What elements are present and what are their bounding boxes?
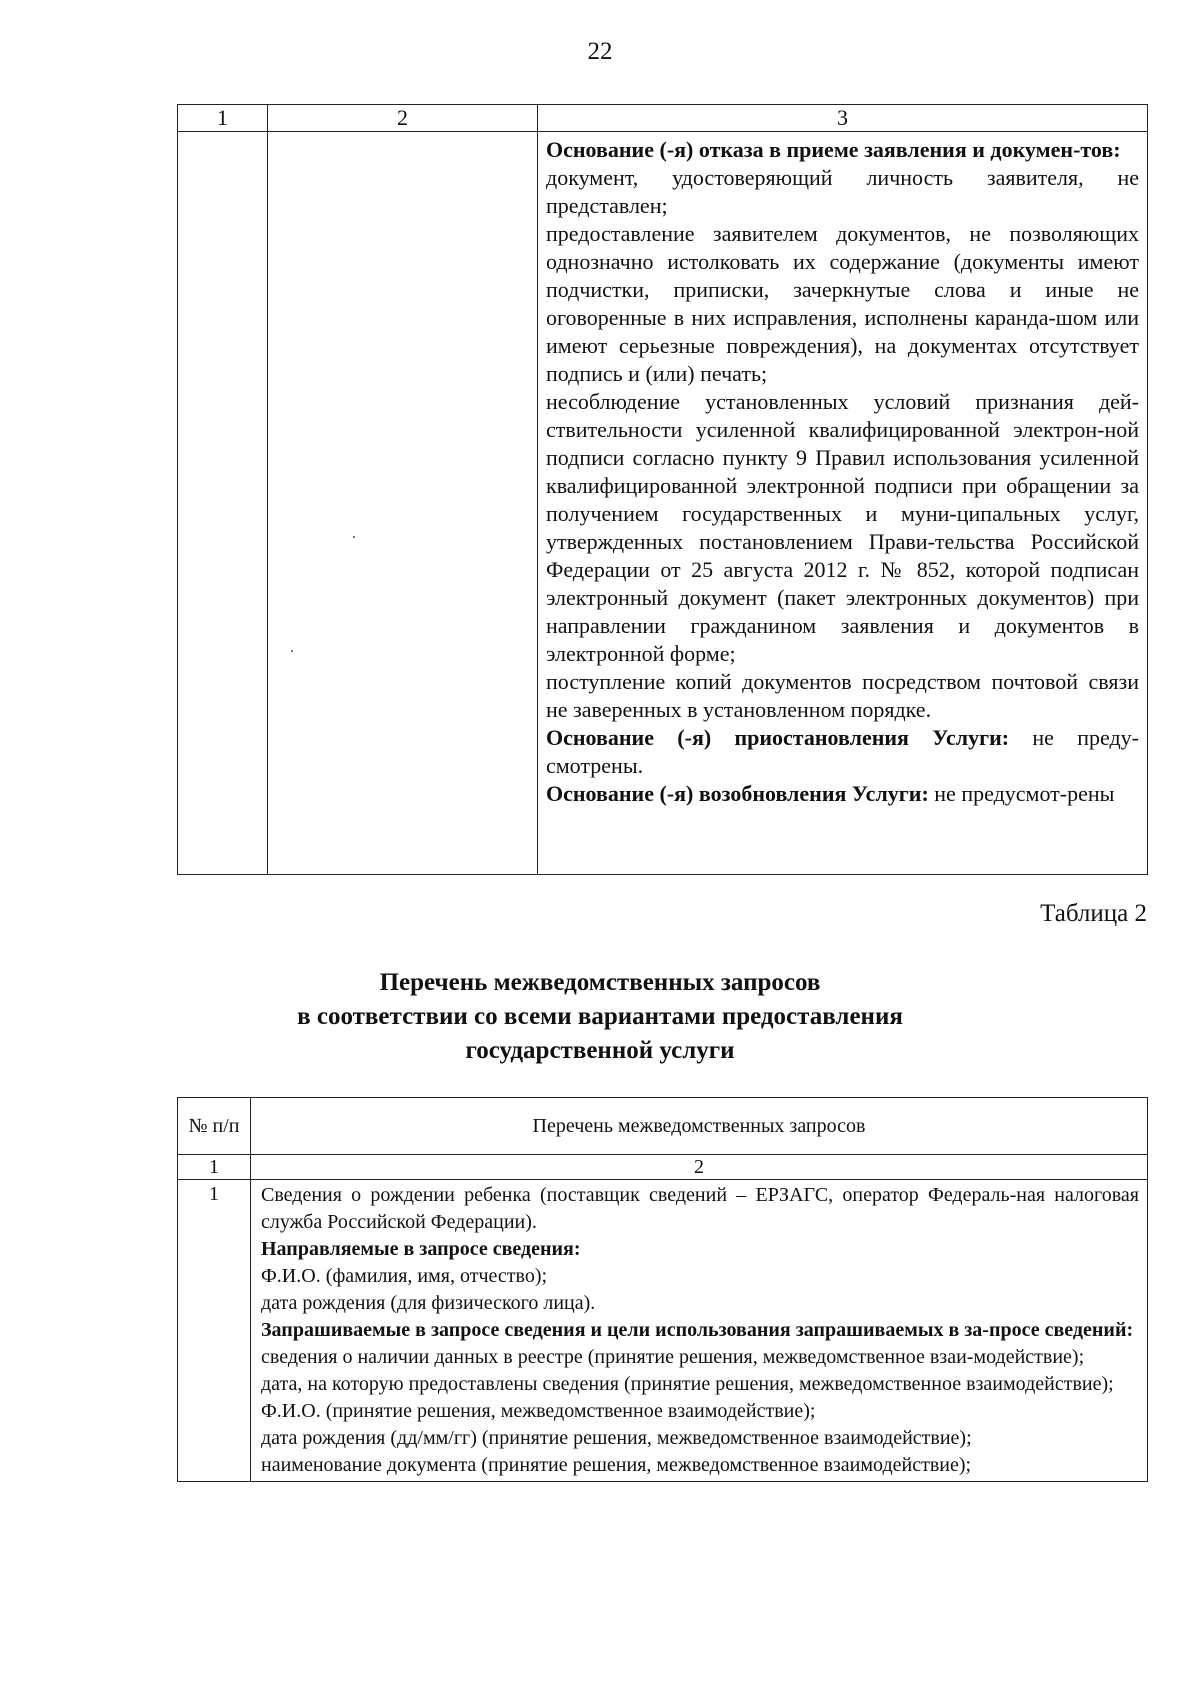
paragraph bbox=[261, 1344, 1139, 1371]
paragraph-text: несоблюдение установленных условий признания дей-ствительности усиленной квалифицированной электрон-ной подписи согласно пункту 9 Правил использования усиленной квалифицированной электронной подписи при обращении за получением государственных и муни-ципальных услуг, утвержденных постановлением Прави-тельства Российской Федерации от 25 августа 2012 г. № 852, которой подписан электронный документ (пакет электронных документов) при направлении гражданином заявления и документов в электронной форме; bbox=[546, 389, 1139, 666]
page-number: 22 bbox=[587, 38, 613, 65]
header-row bbox=[178, 1098, 1148, 1155]
column-number: 2 bbox=[251, 1155, 1148, 1180]
scan-speck bbox=[353, 536, 355, 538]
empty-cell bbox=[178, 132, 268, 875]
bold-heading: Направляемые в запросе сведения: bbox=[261, 1238, 581, 1260]
paragraph-text: не преду-смотрены. bbox=[546, 725, 1139, 778]
column-header-number: № п/п bbox=[178, 1098, 251, 1155]
paragraph bbox=[261, 1371, 1139, 1398]
paragraph bbox=[261, 1452, 1139, 1479]
paragraph-text: Ф.И.О. (фамилия, имя, отчество); bbox=[261, 1265, 548, 1287]
paragraph-text: сведения о наличии данных в реестре (принятие решения, межведомственное взаи-модействие); bbox=[261, 1346, 1085, 1368]
title-line: в соответствии со всеми вариантами предоставления bbox=[297, 1003, 903, 1030]
paragraph bbox=[261, 1290, 1139, 1317]
bold-heading: Основание (-я) возобновления Услуги: bbox=[546, 781, 929, 806]
column-number-row bbox=[178, 1155, 1148, 1180]
paragraph-text: не предусмот-рены bbox=[928, 781, 1115, 806]
title-line: государственной услуги bbox=[465, 1037, 735, 1064]
paragraph-text: наименование документа (принятие решения, межведомственное взаимодействие); bbox=[261, 1454, 972, 1476]
paragraph-text: Ф.И.О. (принятие решения, межведомственное взаимодействие); bbox=[261, 1400, 816, 1422]
request-description-cell bbox=[251, 1180, 1148, 1482]
column-number: 1 bbox=[178, 1155, 251, 1180]
table-continuation bbox=[177, 104, 1148, 875]
paragraph bbox=[546, 136, 1139, 164]
paragraph bbox=[261, 1425, 1139, 1452]
paragraph-text: дата, на которую предоставлены сведения (принятие решения, межведомственное взаимодействие); bbox=[261, 1373, 1114, 1395]
empty-cell bbox=[268, 132, 538, 875]
paragraph bbox=[546, 668, 1139, 724]
paragraph bbox=[546, 724, 1139, 780]
paragraph bbox=[546, 780, 1139, 808]
column-header-requests: Перечень межведомственных запросов bbox=[251, 1098, 1148, 1155]
paragraph bbox=[546, 220, 1139, 388]
column-number: 3 bbox=[538, 105, 1148, 132]
refusal-grounds-cell bbox=[538, 132, 1148, 875]
bold-heading: Запрашиваемые в запросе сведения и цели использования запрашиваемых в за-просе сведений: bbox=[261, 1319, 1134, 1341]
paragraph bbox=[261, 1182, 1139, 1236]
paragraph-text: дата рождения (для физического лица). bbox=[261, 1292, 596, 1314]
table-row bbox=[178, 1180, 1148, 1482]
section-title bbox=[0, 966, 1200, 1068]
column-number: 2 bbox=[268, 105, 538, 132]
paragraph-text: документ, удостоверяющий личность заявителя, не представлен; bbox=[546, 165, 1139, 218]
scan-speck bbox=[291, 650, 293, 652]
column-number-row bbox=[178, 105, 1148, 132]
paragraph bbox=[261, 1263, 1139, 1290]
bold-heading: Основание (-я) приостановления Услуги: bbox=[546, 725, 1010, 750]
row-number: 1 bbox=[178, 1180, 251, 1482]
bold-heading: Основание (-я) отказа в приеме заявления и докумен-тов: bbox=[546, 137, 1121, 162]
paragraph bbox=[546, 164, 1139, 220]
title-line: Перечень межведомственных запросов bbox=[379, 969, 821, 996]
paragraph bbox=[261, 1398, 1139, 1425]
interagency-requests-table bbox=[177, 1097, 1148, 1482]
paragraph bbox=[546, 388, 1139, 668]
paragraph-text: дата рождения (дд/мм/гг) (принятие решения, межведомственное взаимодействие); bbox=[261, 1427, 972, 1449]
paragraph-text: поступление копий документов посредством почтовой связи не заверенных в установленном порядке. bbox=[546, 669, 1139, 722]
table-caption: Таблица 2 bbox=[1040, 900, 1147, 927]
paragraph-text: Сведения о рождении ребенка (поставщик сведений – ЕРЗАГС, оператор Федераль-ная налоговая служба Российской Федерации). bbox=[261, 1184, 1139, 1233]
table-row bbox=[178, 132, 1148, 875]
column-number: 1 bbox=[178, 105, 268, 132]
paragraph bbox=[261, 1236, 1139, 1263]
paragraph-text: предоставление заявителем документов, не позволяющих однозначно истолковать их содержание (документы имеют подчистки, приписки, зачеркнутые слова и иные не оговоренные в них исправления, исполнены каранда-шом или имеют серьезные повреждения), на документах отсутствует подпись и (или) печать; bbox=[546, 221, 1139, 386]
paragraph bbox=[261, 1317, 1139, 1344]
